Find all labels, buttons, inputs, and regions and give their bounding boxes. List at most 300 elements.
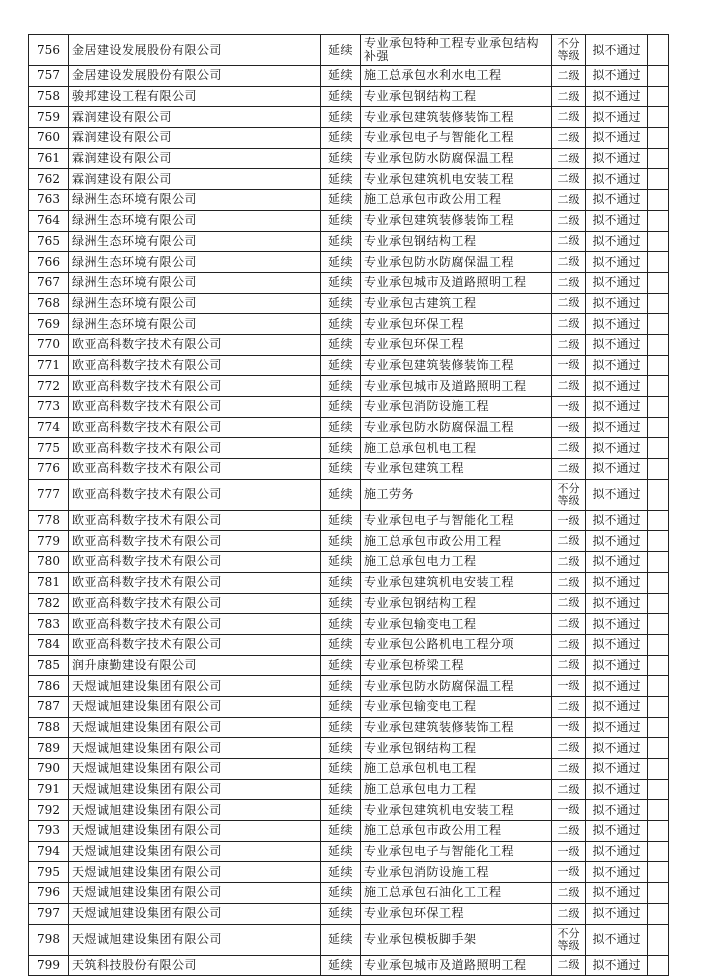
company-name-cell: 金居建设发展股份有限公司 — [69, 66, 321, 87]
level-cell: 二级 — [552, 696, 586, 717]
qualification-cell: 专业承包环保工程 — [361, 314, 552, 335]
row-number-cell: 791 — [29, 779, 69, 800]
application-type-cell: 延续 — [321, 821, 361, 842]
remarks-cell — [648, 293, 669, 314]
company-name-cell: 欧亚高科数字技术有限公司 — [69, 552, 321, 573]
result-cell: 拟不通过 — [586, 293, 648, 314]
company-name-cell: 绿洲生态环境有限公司 — [69, 231, 321, 252]
level-cell: 二级 — [552, 459, 586, 480]
result-cell: 拟不通过 — [586, 738, 648, 759]
document-page — [28, 34, 669, 976]
company-name-cell: 天煜诚旭建设集团有限公司 — [69, 779, 321, 800]
company-name-cell: 欧亚高科数字技术有限公司 — [69, 417, 321, 438]
company-name-cell: 欧亚高科数字技术有限公司 — [69, 510, 321, 531]
table-row — [29, 272, 669, 293]
row-number-cell: 772 — [29, 376, 69, 397]
qualification-cell: 专业承包古建筑工程 — [361, 293, 552, 314]
result-cell: 拟不通过 — [586, 252, 648, 273]
row-number-cell: 780 — [29, 552, 69, 573]
row-number-cell: 799 — [29, 955, 69, 976]
company-name-cell: 欧亚高科数字技术有限公司 — [69, 438, 321, 459]
result-cell: 拟不通过 — [586, 821, 648, 842]
application-type-cell: 延续 — [321, 903, 361, 924]
company-name-cell: 天筑科技股份有限公司 — [69, 955, 321, 976]
application-type-cell: 延续 — [321, 841, 361, 862]
remarks-cell — [648, 376, 669, 397]
qualification-cell: 专业承包建筑机电安装工程 — [361, 169, 552, 190]
application-type-cell: 延续 — [321, 334, 361, 355]
table-row — [29, 655, 669, 676]
result-cell: 拟不通过 — [586, 614, 648, 635]
row-number-cell: 762 — [29, 169, 69, 190]
result-cell: 拟不通过 — [586, 397, 648, 418]
qualification-cell: 专业承包建筑工程 — [361, 459, 552, 480]
result-cell: 拟不通过 — [586, 272, 648, 293]
application-type-cell: 延续 — [321, 86, 361, 107]
result-cell: 拟不通过 — [586, 531, 648, 552]
row-number-cell: 787 — [29, 696, 69, 717]
remarks-cell — [648, 841, 669, 862]
table-row — [29, 86, 669, 107]
remarks-cell — [648, 531, 669, 552]
application-type-cell: 延续 — [321, 696, 361, 717]
row-number-cell: 775 — [29, 438, 69, 459]
remarks-cell — [648, 272, 669, 293]
application-type-cell: 延续 — [321, 190, 361, 211]
remarks-cell — [648, 334, 669, 355]
application-type-cell: 延续 — [321, 779, 361, 800]
qualification-cell: 专业承包建筑装修装饰工程 — [361, 107, 552, 128]
table-row — [29, 314, 669, 335]
result-cell: 拟不通过 — [586, 86, 648, 107]
qualification-cell: 专业承包建筑装修装饰工程 — [361, 717, 552, 738]
table-row — [29, 190, 669, 211]
table-body — [29, 35, 669, 976]
table-row — [29, 397, 669, 418]
application-type-cell: 延续 — [321, 572, 361, 593]
remarks-cell — [648, 107, 669, 128]
level-cell: 二级 — [552, 148, 586, 169]
application-type-cell: 延续 — [321, 759, 361, 780]
application-type-cell: 延续 — [321, 552, 361, 573]
company-name-cell: 欧亚高科数字技术有限公司 — [69, 634, 321, 655]
level-cell: 二级 — [552, 169, 586, 190]
row-number-cell: 761 — [29, 148, 69, 169]
remarks-cell — [648, 593, 669, 614]
row-number-cell: 770 — [29, 334, 69, 355]
qualification-cell: 专业承包环保工程 — [361, 334, 552, 355]
company-name-cell: 天煜诚旭建设集团有限公司 — [69, 883, 321, 904]
level-cell: 二级 — [552, 738, 586, 759]
application-type-cell: 延续 — [321, 252, 361, 273]
table-row — [29, 862, 669, 883]
remarks-cell — [648, 128, 669, 149]
company-name-cell: 天煜诚旭建设集团有限公司 — [69, 676, 321, 697]
remarks-cell — [648, 676, 669, 697]
level-cell: 二级 — [552, 272, 586, 293]
result-cell: 拟不通过 — [586, 376, 648, 397]
remarks-cell — [648, 738, 669, 759]
row-number-cell: 766 — [29, 252, 69, 273]
result-cell: 拟不通过 — [586, 924, 648, 955]
company-name-cell: 霖润建设有限公司 — [69, 128, 321, 149]
row-number-cell: 786 — [29, 676, 69, 697]
application-type-cell: 延续 — [321, 66, 361, 87]
application-type-cell: 延续 — [321, 634, 361, 655]
table-row — [29, 614, 669, 635]
application-type-cell: 延续 — [321, 614, 361, 635]
table-row — [29, 417, 669, 438]
remarks-cell — [648, 459, 669, 480]
qualification-cell: 专业承包桥梁工程 — [361, 655, 552, 676]
remarks-cell — [648, 314, 669, 335]
application-type-cell: 延续 — [321, 314, 361, 335]
remarks-cell — [648, 66, 669, 87]
qualification-cell: 专业承包环保工程 — [361, 903, 552, 924]
qualification-cell: 专业承包建筑机电安装工程 — [361, 800, 552, 821]
application-type-cell: 延续 — [321, 397, 361, 418]
row-number-cell: 781 — [29, 572, 69, 593]
application-type-cell: 延续 — [321, 479, 361, 510]
result-cell: 拟不通过 — [586, 883, 648, 904]
row-number-cell: 769 — [29, 314, 69, 335]
level-cell: 二级 — [552, 128, 586, 149]
company-name-cell: 欧亚高科数字技术有限公司 — [69, 397, 321, 418]
level-cell: 二级 — [552, 593, 586, 614]
result-cell: 拟不通过 — [586, 759, 648, 780]
qualification-cell: 施工总承包市政公用工程 — [361, 190, 552, 211]
row-number-cell: 779 — [29, 531, 69, 552]
company-name-cell: 绿洲生态环境有限公司 — [69, 293, 321, 314]
row-number-cell: 794 — [29, 841, 69, 862]
company-name-cell: 天煜诚旭建设集团有限公司 — [69, 903, 321, 924]
remarks-cell — [648, 231, 669, 252]
remarks-cell — [648, 779, 669, 800]
table-row — [29, 676, 669, 697]
application-type-cell: 延续 — [321, 676, 361, 697]
result-cell: 拟不通过 — [586, 593, 648, 614]
table-row — [29, 531, 669, 552]
level-cell: 二级 — [552, 614, 586, 635]
remarks-cell — [648, 924, 669, 955]
row-number-cell: 764 — [29, 210, 69, 231]
table-row — [29, 779, 669, 800]
application-type-cell: 延续 — [321, 800, 361, 821]
result-cell: 拟不通过 — [586, 334, 648, 355]
company-name-cell: 绿洲生态环境有限公司 — [69, 272, 321, 293]
table-row — [29, 459, 669, 480]
level-cell: 二级 — [552, 438, 586, 459]
result-cell: 拟不通过 — [586, 634, 648, 655]
qualification-cell: 专业承包特种工程专业承包结构补强 — [361, 35, 552, 66]
application-type-cell: 延续 — [321, 210, 361, 231]
table-row — [29, 821, 669, 842]
level-cell: 二级 — [552, 376, 586, 397]
company-name-cell: 绿洲生态环境有限公司 — [69, 210, 321, 231]
qualification-cell: 施工劳务 — [361, 479, 552, 510]
table-row — [29, 252, 669, 273]
qualification-cell: 专业承包城市及道路照明工程 — [361, 955, 552, 976]
qualification-cell: 专业承包输变电工程 — [361, 696, 552, 717]
row-number-cell: 778 — [29, 510, 69, 531]
qualification-cell: 专业承包建筑装修装饰工程 — [361, 210, 552, 231]
remarks-cell — [648, 417, 669, 438]
remarks-cell — [648, 759, 669, 780]
company-name-cell: 天煜诚旭建设集团有限公司 — [69, 717, 321, 738]
row-number-cell: 793 — [29, 821, 69, 842]
level-cell: 二级 — [552, 655, 586, 676]
company-name-cell: 金居建设发展股份有限公司 — [69, 35, 321, 66]
company-name-cell: 霖润建设有限公司 — [69, 148, 321, 169]
remarks-cell — [648, 86, 669, 107]
level-cell: 一级 — [552, 862, 586, 883]
result-cell: 拟不通过 — [586, 955, 648, 976]
qualification-cell: 专业承包电子与智能化工程 — [361, 841, 552, 862]
company-name-cell: 润升康勤建设有限公司 — [69, 655, 321, 676]
level-cell: 二级 — [552, 107, 586, 128]
result-cell: 拟不通过 — [586, 314, 648, 335]
level-cell: 一级 — [552, 841, 586, 862]
application-type-cell: 延续 — [321, 924, 361, 955]
row-number-cell: 767 — [29, 272, 69, 293]
remarks-cell — [648, 552, 669, 573]
result-cell: 拟不通过 — [586, 417, 648, 438]
row-number-cell: 759 — [29, 107, 69, 128]
table-row — [29, 334, 669, 355]
application-type-cell: 延续 — [321, 355, 361, 376]
row-number-cell: 798 — [29, 924, 69, 955]
row-number-cell: 768 — [29, 293, 69, 314]
qualification-cell: 专业承包消防设施工程 — [361, 862, 552, 883]
qualification-cell: 专业承包消防设施工程 — [361, 397, 552, 418]
row-number-cell: 795 — [29, 862, 69, 883]
table-row — [29, 883, 669, 904]
remarks-cell — [648, 355, 669, 376]
remarks-cell — [648, 800, 669, 821]
application-type-cell: 延续 — [321, 376, 361, 397]
application-type-cell: 延续 — [321, 717, 361, 738]
result-cell: 拟不通过 — [586, 572, 648, 593]
application-type-cell: 延续 — [321, 148, 361, 169]
result-cell: 拟不通过 — [586, 800, 648, 821]
level-cell: 二级 — [552, 552, 586, 573]
table-row — [29, 35, 669, 66]
remarks-cell — [648, 955, 669, 976]
application-type-cell: 延续 — [321, 862, 361, 883]
table-row — [29, 169, 669, 190]
level-cell: 二级 — [552, 955, 586, 976]
table-row — [29, 572, 669, 593]
company-name-cell: 天煜诚旭建设集团有限公司 — [69, 862, 321, 883]
row-number-cell: 788 — [29, 717, 69, 738]
application-type-cell: 延续 — [321, 883, 361, 904]
table-row — [29, 210, 669, 231]
result-cell: 拟不通过 — [586, 717, 648, 738]
level-cell: 二级 — [552, 531, 586, 552]
level-cell: 二级 — [552, 210, 586, 231]
remarks-cell — [648, 35, 669, 66]
qualification-cell: 专业承包防水防腐保温工程 — [361, 417, 552, 438]
application-type-cell: 延续 — [321, 593, 361, 614]
table-row — [29, 510, 669, 531]
company-name-cell: 霖润建设有限公司 — [69, 107, 321, 128]
table-row — [29, 903, 669, 924]
level-cell: 二级 — [552, 572, 586, 593]
qualification-cell: 施工总承包机电工程 — [361, 759, 552, 780]
application-type-cell: 延续 — [321, 738, 361, 759]
table-row — [29, 924, 669, 955]
qualification-cell: 专业承包钢结构工程 — [361, 231, 552, 252]
result-cell: 拟不通过 — [586, 903, 648, 924]
company-name-cell: 欧亚高科数字技术有限公司 — [69, 531, 321, 552]
remarks-cell — [648, 479, 669, 510]
row-number-cell: 760 — [29, 128, 69, 149]
row-number-cell: 784 — [29, 634, 69, 655]
row-number-cell: 777 — [29, 479, 69, 510]
company-name-cell: 欧亚高科数字技术有限公司 — [69, 376, 321, 397]
qualification-cell: 专业承包电子与智能化工程 — [361, 128, 552, 149]
qualification-cell: 专业承包建筑机电安装工程 — [361, 572, 552, 593]
level-cell: 不分等级 — [552, 479, 586, 510]
remarks-cell — [648, 510, 669, 531]
company-name-cell: 绿洲生态环境有限公司 — [69, 190, 321, 211]
table-row — [29, 107, 669, 128]
qualification-cell: 施工总承包电力工程 — [361, 552, 552, 573]
table-row — [29, 738, 669, 759]
level-cell: 二级 — [552, 334, 586, 355]
table-row — [29, 552, 669, 573]
company-name-cell: 天煜诚旭建设集团有限公司 — [69, 821, 321, 842]
table-row — [29, 355, 669, 376]
qualification-cell: 施工总承包电力工程 — [361, 779, 552, 800]
level-cell: 二级 — [552, 903, 586, 924]
row-number-cell: 783 — [29, 614, 69, 635]
level-cell: 二级 — [552, 314, 586, 335]
result-cell: 拟不通过 — [586, 107, 648, 128]
row-number-cell: 773 — [29, 397, 69, 418]
qualification-cell: 专业承包防水防腐保温工程 — [361, 148, 552, 169]
row-number-cell: 782 — [29, 593, 69, 614]
result-cell: 拟不通过 — [586, 676, 648, 697]
row-number-cell: 792 — [29, 800, 69, 821]
row-number-cell: 790 — [29, 759, 69, 780]
level-cell: 二级 — [552, 86, 586, 107]
table-row — [29, 376, 669, 397]
qualification-cell: 专业承包输变电工程 — [361, 614, 552, 635]
qualification-cell: 施工总承包市政公用工程 — [361, 531, 552, 552]
result-cell: 拟不通过 — [586, 35, 648, 66]
table-row — [29, 231, 669, 252]
qualification-cell: 专业承包钢结构工程 — [361, 738, 552, 759]
table-row — [29, 717, 669, 738]
company-name-cell: 欧亚高科数字技术有限公司 — [69, 614, 321, 635]
result-cell: 拟不通过 — [586, 655, 648, 676]
result-cell: 拟不通过 — [586, 66, 648, 87]
qualification-cell: 专业承包防水防腐保温工程 — [361, 252, 552, 273]
company-name-cell: 欧亚高科数字技术有限公司 — [69, 479, 321, 510]
row-number-cell: 771 — [29, 355, 69, 376]
row-number-cell: 797 — [29, 903, 69, 924]
application-type-cell: 延续 — [321, 438, 361, 459]
remarks-cell — [648, 821, 669, 842]
level-cell: 二级 — [552, 779, 586, 800]
remarks-cell — [648, 614, 669, 635]
table-row — [29, 593, 669, 614]
table-row — [29, 955, 669, 976]
company-name-cell: 欧亚高科数字技术有限公司 — [69, 593, 321, 614]
remarks-cell — [648, 634, 669, 655]
table-row — [29, 293, 669, 314]
company-name-cell: 天煜诚旭建设集团有限公司 — [69, 841, 321, 862]
remarks-cell — [648, 862, 669, 883]
row-number-cell: 796 — [29, 883, 69, 904]
company-name-cell: 欧亚高科数字技术有限公司 — [69, 334, 321, 355]
company-name-cell: 霖润建设有限公司 — [69, 169, 321, 190]
application-type-cell: 延续 — [321, 293, 361, 314]
remarks-cell — [648, 655, 669, 676]
company-name-cell: 天煜诚旭建设集团有限公司 — [69, 800, 321, 821]
result-cell: 拟不通过 — [586, 841, 648, 862]
qualification-cell: 施工总承包水利水电工程 — [361, 66, 552, 87]
table-row — [29, 634, 669, 655]
level-cell: 一级 — [552, 717, 586, 738]
application-type-cell: 延续 — [321, 459, 361, 480]
application-type-cell: 延续 — [321, 128, 361, 149]
level-cell: 一级 — [552, 417, 586, 438]
row-number-cell: 756 — [29, 35, 69, 66]
row-number-cell: 789 — [29, 738, 69, 759]
application-type-cell: 延续 — [321, 655, 361, 676]
application-type-cell: 延续 — [321, 272, 361, 293]
company-name-cell: 天煜诚旭建设集团有限公司 — [69, 738, 321, 759]
qualification-cell: 专业承包电子与智能化工程 — [361, 510, 552, 531]
result-cell: 拟不通过 — [586, 438, 648, 459]
row-number-cell: 765 — [29, 231, 69, 252]
remarks-cell — [648, 572, 669, 593]
qualification-cell: 专业承包建筑装修装饰工程 — [361, 355, 552, 376]
level-cell: 二级 — [552, 821, 586, 842]
qualification-cell: 专业承包防水防腐保温工程 — [361, 676, 552, 697]
company-name-cell: 欧亚高科数字技术有限公司 — [69, 572, 321, 593]
result-cell: 拟不通过 — [586, 231, 648, 252]
row-number-cell: 776 — [29, 459, 69, 480]
remarks-cell — [648, 883, 669, 904]
level-cell: 不分等级 — [552, 35, 586, 66]
result-cell: 拟不通过 — [586, 128, 648, 149]
remarks-cell — [648, 169, 669, 190]
remarks-cell — [648, 190, 669, 211]
result-cell: 拟不通过 — [586, 510, 648, 531]
result-cell: 拟不通过 — [586, 148, 648, 169]
remarks-cell — [648, 210, 669, 231]
result-cell: 拟不通过 — [586, 210, 648, 231]
company-name-cell: 天煜诚旭建设集团有限公司 — [69, 924, 321, 955]
qualification-review-table — [28, 34, 669, 976]
qualification-cell: 施工总承包机电工程 — [361, 438, 552, 459]
result-cell: 拟不通过 — [586, 696, 648, 717]
company-name-cell: 欧亚高科数字技术有限公司 — [69, 355, 321, 376]
company-name-cell: 天煜诚旭建设集团有限公司 — [69, 696, 321, 717]
application-type-cell: 延续 — [321, 35, 361, 66]
row-number-cell: 763 — [29, 190, 69, 211]
qualification-cell: 专业承包模板脚手架 — [361, 924, 552, 955]
application-type-cell: 延续 — [321, 510, 361, 531]
row-number-cell: 774 — [29, 417, 69, 438]
company-name-cell: 欧亚高科数字技术有限公司 — [69, 459, 321, 480]
result-cell: 拟不通过 — [586, 779, 648, 800]
table-row — [29, 66, 669, 87]
table-row — [29, 479, 669, 510]
